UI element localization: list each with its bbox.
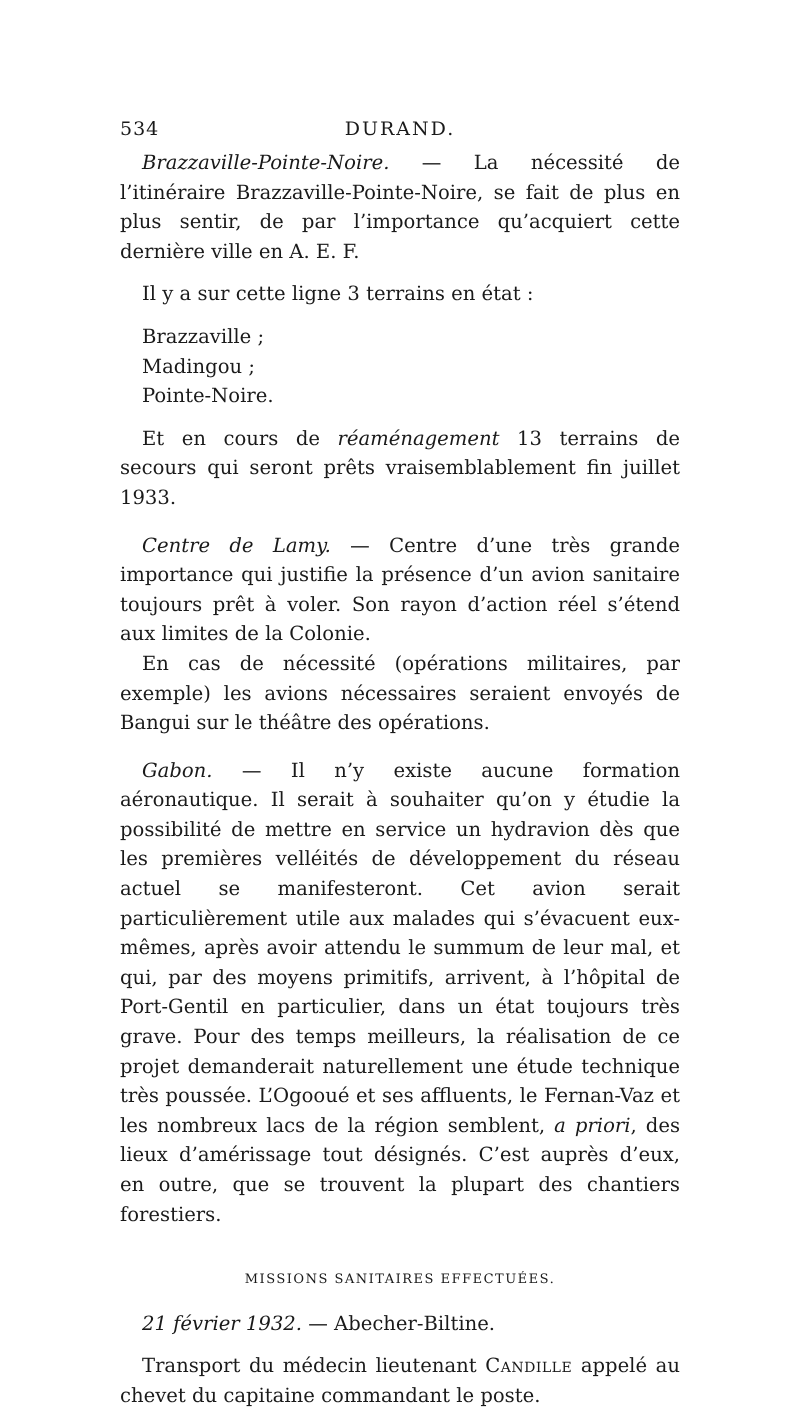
list-item: Pointe-Noire. bbox=[142, 384, 274, 408]
person-name: Candille bbox=[485, 1354, 573, 1378]
entry-date: 21 février 1932. bbox=[142, 1311, 302, 1335]
entry-place: — Abecher-Biltine. bbox=[302, 1311, 496, 1335]
page-header bbox=[120, 118, 680, 142]
paragraph-title: Gabon. bbox=[142, 758, 213, 782]
page-number: 534 bbox=[120, 118, 160, 140]
entry-text bbox=[120, 1351, 680, 1410]
terrain-list bbox=[120, 322, 680, 411]
paragraph-operations: En cas de nécessité (opérations militaires, par exemple) les avions nécessaires seraient envoyés de Bangui sur le théâtre des opérations. bbox=[120, 651, 680, 735]
paragraph-text: appelé au chevet du capitaine commandant le poste. bbox=[120, 1354, 680, 1407]
paragraph-title: Centre de Lamy. bbox=[142, 533, 331, 557]
paragraph-terrains: Il y a sur cette ligne 3 terrains en état : bbox=[142, 282, 534, 306]
entry-heading bbox=[120, 1309, 680, 1339]
list-item: Brazzaville ; bbox=[142, 324, 265, 348]
paragraph-centre-de-lamy bbox=[120, 531, 680, 649]
paragraph-title: Brazzaville-Pointe-Noire. bbox=[142, 151, 390, 174]
paragraph-text: Et en cours de bbox=[142, 426, 338, 450]
running-head: DURAND. bbox=[344, 118, 456, 140]
page-body bbox=[120, 148, 680, 1411]
paragraph-gabon bbox=[120, 756, 680, 1230]
paragraph-text: 13 terrains de secours qui seront prêts vraisemblablement fin juillet 1933. bbox=[120, 426, 680, 509]
paragraph-text: Transport du médecin lieutenant bbox=[142, 1354, 486, 1378]
paragraph-text: — La nécessité de l’itinéraire Brazzaville-Pointe-Noire, se fait de plus en plus sentir, de par l’importance qu’acquiert cette dernière ville en A. E. F. bbox=[120, 151, 680, 263]
paragraph-text: , des lieux d’amérissage tout désignés. C’est auprès d’eux, en outre, que se trouvent la plupart des chantiers forestiers. bbox=[120, 1113, 681, 1226]
italic-term: réaménagement bbox=[337, 426, 500, 450]
paragraph-brazzaville-pointe-noire bbox=[120, 148, 680, 266]
italic-term: a priori bbox=[554, 1113, 631, 1137]
section-heading: MISSIONS SANITAIRES EFFECTUÉES. bbox=[244, 1272, 556, 1288]
paragraph-text: — Il n’y existe aucune formation aéronautique. Il serait à souhaiter qu’on y étudie la possibilité de mettre en service un hydravion dès que les premières velléités de développement du réseau actuel se manifesteront. Cet avion serait particulièrement utile aux malades qui s’évacuent eux-mêmes, après avoir attendu le summum de leur mal, et qui, par des moyens primitifs, arrivent, à l’hôpital de Port-Gentil en particulier, dans un état toujours très grave. Pour des temps meilleurs, la réalisation de ce projet demanderait naturellement une étude technique très poussée. L’Ogooué et ses affluents, le Fernan-Vaz et les nombreux lacs de la région semblent, bbox=[120, 758, 680, 1137]
paragraph-text: — Centre d’une très grande importance qui justifie la présence d’un avion sanitaire toujours prêt à voler. Son rayon d’action réel s’étend aux limites de la Colonie. bbox=[120, 533, 680, 646]
paragraph-reamenagement bbox=[120, 424, 680, 513]
list-item: Madingou ; bbox=[142, 354, 255, 378]
